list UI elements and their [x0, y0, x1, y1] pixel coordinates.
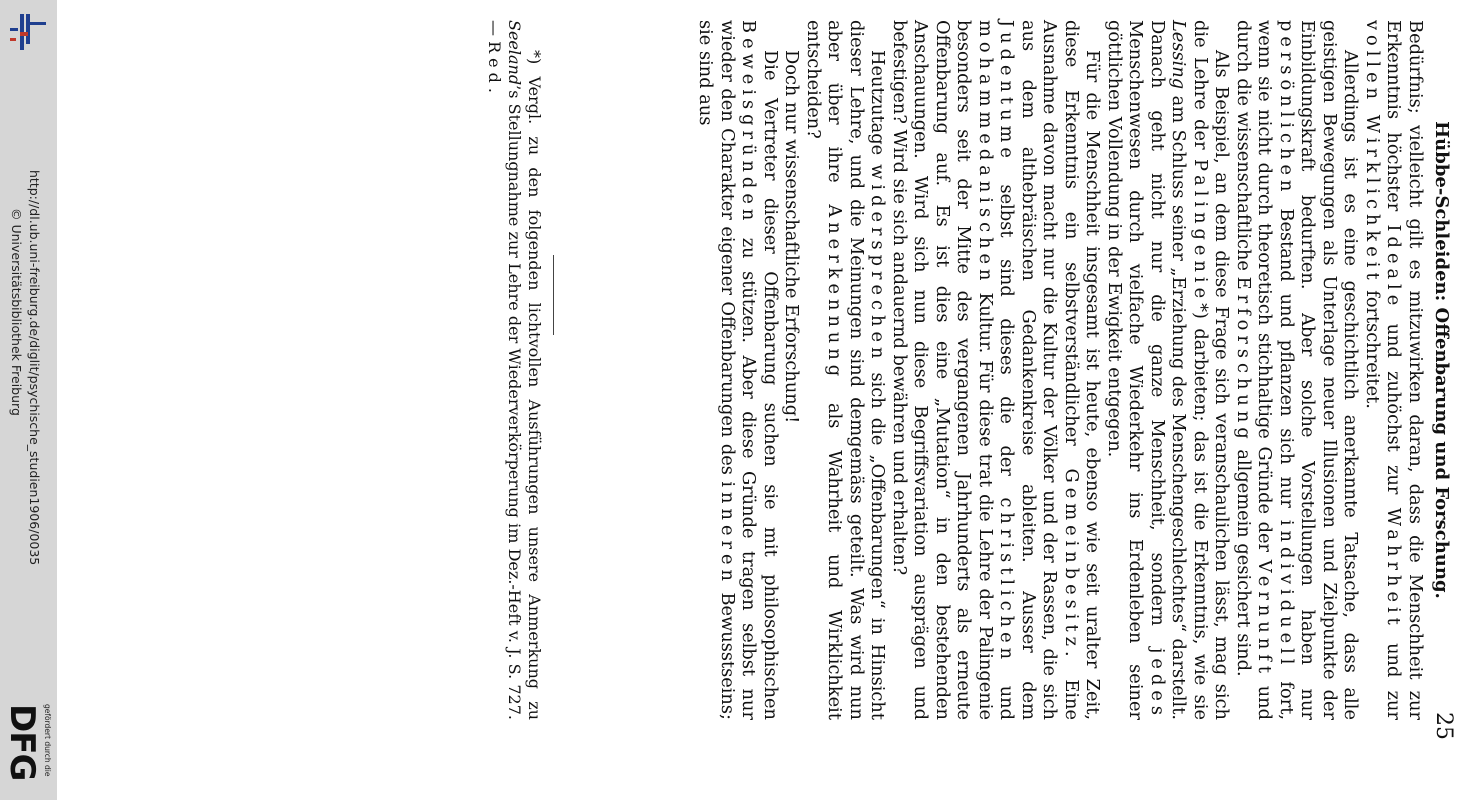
text-run: und — [996, 664, 1018, 720]
text-run: Doch nur wissenschaftliche Erforschung! — [781, 50, 803, 424]
text-run: Allerdings ist es eine geschichtlich anerkannte Tatsache, dass alle geistigen Bewegungen als Unterlage neuer Illusionen und Zielpunkte der Einbildungskraft bedurften. Aber solche Vorstellungen haben nur — [1297, 20, 1362, 720]
paragraph — [781, 20, 803, 720]
text-run: am Schluss seiner „Erziehung des Menschengeschlechtes“ darstellt. Danach geht nicht nur die ganze Menschheit, sondern — [1147, 20, 1190, 720]
text-run: fortschreitet. — [1362, 284, 1383, 409]
text-run: und zur — [1383, 629, 1405, 720]
paragraph — [1233, 20, 1362, 720]
text-run: *) darbieten; das ist die Erkenntnis, wie sie — [1190, 303, 1211, 720]
text-run: allgemein gesichert sind. — [1233, 443, 1254, 677]
paragraph — [803, 20, 889, 720]
text-run: als Wahrheit und Wirklichkeit entscheiden? — [803, 20, 846, 720]
spaced-emphasis: Erforschung — [1233, 276, 1254, 444]
text-run: selbst sind dieses die der — [996, 162, 1018, 498]
spaced-emphasis: widersprechen — [867, 164, 889, 364]
text-run: Heutzutage — [867, 50, 889, 165]
source-url[interactable]: http://dl.ub.uni-freiburg.de/diglit/psychische_studien1906/0035 — [27, 170, 42, 566]
ub-freiburg-logo-icon — [6, 8, 50, 52]
spaced-emphasis: Vernunft — [1254, 559, 1276, 679]
text-run: Die Vertreter dieser Offenbarung suchen sie mit philosophischen — [760, 50, 781, 720]
sidebar-citation — [4, 170, 54, 630]
page-number: 25 — [1431, 712, 1456, 740]
body-text — [695, 20, 1426, 720]
spaced-emphasis: christlichen — [996, 497, 1018, 665]
dfg-funding-logo — [4, 700, 54, 796]
paragraph — [889, 20, 1104, 720]
spaced-emphasis: Gemeinbesitz — [1061, 468, 1082, 651]
paragraph — [1104, 20, 1233, 720]
dfg-funding-caption: gefördert durch die — [43, 704, 52, 777]
spaced-emphasis: mohammedanischen — [975, 20, 996, 286]
paragraph — [1362, 20, 1427, 720]
copyright-notice: © Universitätsbibliothek Freiburg — [9, 208, 24, 416]
spaced-emphasis: inneren — [717, 481, 738, 586]
running-head-title: Hübbe-Schleiden: Offenbarung und Forschung. — [1431, 121, 1452, 599]
text-run: *) Vergl. zu den folgenden lichtvollen Ausführungen unsere Anmerkung zu — [525, 50, 544, 720]
spaced-emphasis: Anerkennung — [824, 204, 846, 382]
paragraph — [695, 20, 781, 720]
spaced-emphasis: Judentume — [996, 20, 1018, 163]
text-run: zu stützen. Aber diese Gründe tragen selbst nur wieder den Charakter eigener Offenbarungen des — [717, 20, 760, 720]
spaced-emphasis: individuell — [1276, 519, 1297, 670]
footnote — [485, 20, 544, 720]
footnote-divider — [553, 255, 554, 335]
scanned-page — [310, 0, 1470, 760]
spaced-emphasis: vollen Wirklichkeit — [1362, 20, 1383, 285]
footnote-text — [485, 20, 544, 720]
text-run: Für die Menschheit insgesamt ist heute, ebenso wie seit uralter Zeit, diese Erkenntnis ein selbstverständlicher — [1061, 20, 1104, 720]
italic-name: Lessing — [1168, 20, 1190, 90]
spaced-emphasis: persönlichen — [1276, 20, 1297, 197]
viewer-sidebar — [0, 0, 57, 800]
spaced-emphasis: Palingenie — [1190, 158, 1211, 304]
text-run: ’s Stellungnahme zur Lehre der Wiederverkörperung im Dez.-Heft v. J. S. 727. — — [485, 20, 525, 720]
spaced-emphasis: Beweisgründen — [738, 20, 760, 226]
spaced-emphasis: jedes — [1147, 647, 1168, 720]
scan-viewport — [60, 0, 1470, 800]
spaced-emphasis: Ideale — [1383, 224, 1405, 311]
text-run: Kultur. Für diese trat die Lehre der Palingenie besonders seit der Mitte des vergangenen Jahrhunderts als erneute Offenbarung auf. Es ist dies eine „Mutation“ in den bestehenden Anschauungen. Wird sich nun diese Begriffsvariation ausprägen und befestigen? Wird sie sich andauernd bewähren und erhalten? — [889, 20, 996, 720]
dfg-logo-text: DFG — [2, 704, 42, 781]
spaced-emphasis: Red. — [485, 41, 505, 98]
text-run: Bewusstseins; sie sind aus — [695, 20, 738, 720]
text-run: Bedürfnis; vielleicht gilt es mitzuwirken daran, dass die Menschheit zur Erkenntnis höchster — [1383, 20, 1426, 720]
spaced-emphasis: Wahrheit — [1383, 507, 1405, 630]
running-head — [1428, 40, 1458, 740]
text-run: sich die „Offenbarungen“ in Hinsicht dieser Lehre, und die Meinungen sind demgemäss geteilt. Was wird nun aber über ihre — [824, 20, 889, 720]
text-run: und durch die wissenschaftliche — [1233, 20, 1276, 720]
italic-name: Seeland — [505, 20, 525, 86]
text-run: Bestand und pflanzen sich nur — [1276, 196, 1297, 520]
text-run: und zuhöchst zur — [1383, 310, 1405, 508]
text-run: . Eine Ausnahme davon macht nur die Kultur der Völker und der Rassen, die sich aus dem althebräischen Gedankenkreise ableiten. Ausser dem — [1018, 20, 1082, 720]
text-run: fort, wenn sie nicht durch theoretisch stichhaltige Gründe der — [1254, 20, 1297, 720]
text-run: Als Beispiel, an dem diese Frage sich veranschaulichen lässt, mag sich die Lehre der — [1190, 20, 1233, 720]
text-run: Menschenwesen durch vielfache Wiederkehr ins Erdenleben seiner göttlichen Vollendung in der Ewigkeit entgegen. — [1104, 20, 1147, 720]
